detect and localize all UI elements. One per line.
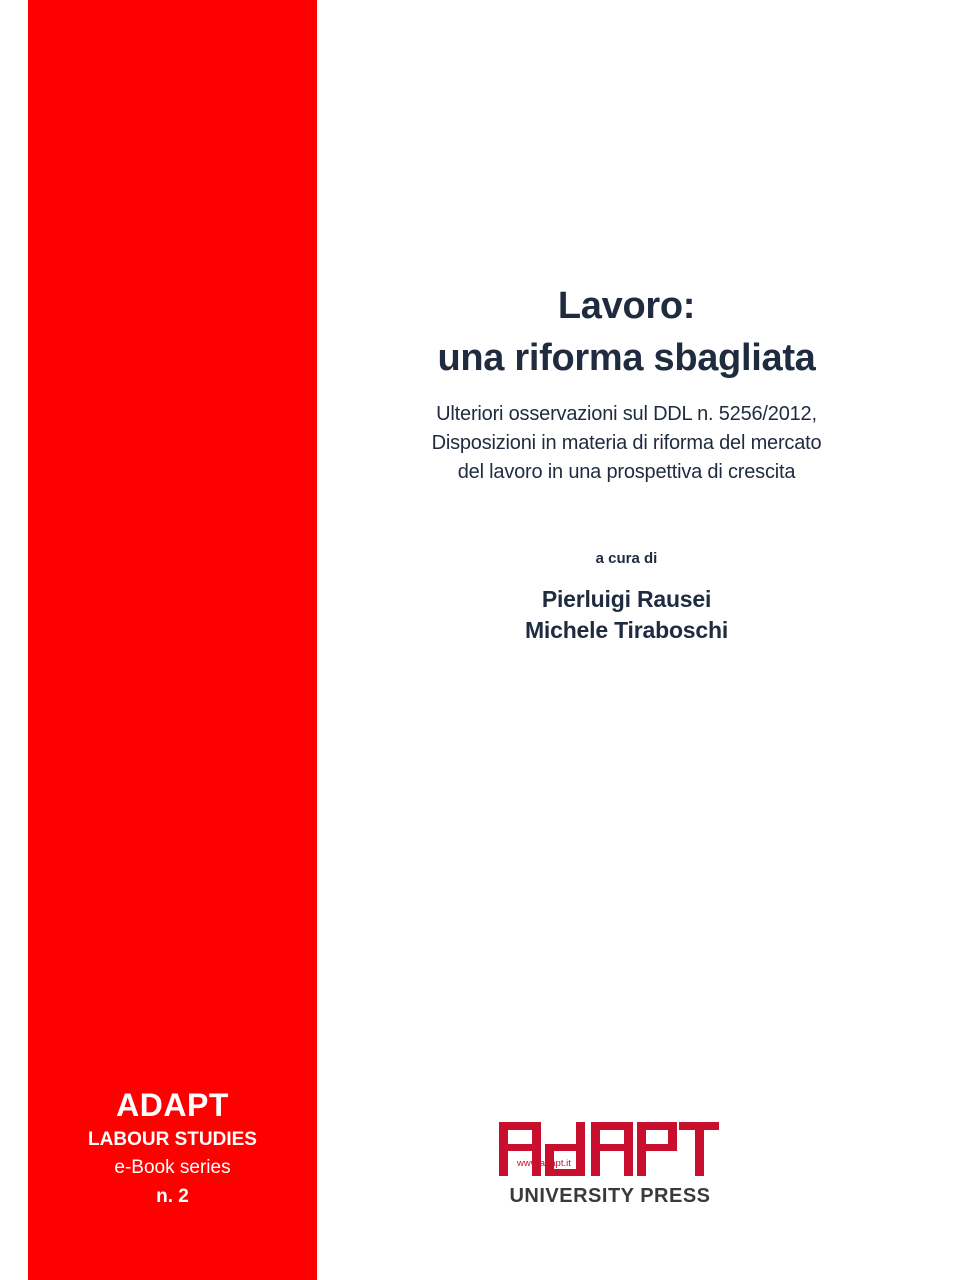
red-side-band: [28, 0, 317, 1280]
book-subtitle: [317, 400, 936, 487]
publisher-name: UNIVERSITY PRESS: [509, 1185, 711, 1207]
series-brand: ADAPT: [116, 1087, 229, 1123]
cover-main: [317, 0, 960, 1280]
editors: [317, 584, 936, 646]
subtitle-line: Ulteriori osservazioni sul DDL n. 5256/2012,: [436, 403, 817, 425]
series-name: LABOUR STUDIES: [88, 1129, 257, 1150]
subtitle-line: del lavoro in una prospettiva di crescita: [457, 461, 796, 483]
editor-name: Pierluigi Rausei: [541, 586, 712, 612]
series-type: e-Book series: [114, 1157, 231, 1178]
editors-label: a cura di: [595, 550, 658, 567]
publisher-url: www.adapt.it: [517, 1158, 571, 1169]
title-line: Lavoro:: [557, 285, 696, 327]
series-number: n. 2: [156, 1186, 189, 1207]
adapt-logo: [499, 1118, 719, 1180]
book-title: [317, 280, 936, 384]
logo-wordmark: ADAPT: [499, 1118, 503, 1119]
editor-name: Michele Tiraboschi: [524, 617, 729, 643]
series-info: [28, 1086, 317, 1212]
publisher-block: [499, 1118, 721, 1209]
subtitle-line: Disposizioni in materia di riforma del mercato: [431, 432, 822, 454]
title-line: una riforma sbagliata: [437, 337, 816, 379]
